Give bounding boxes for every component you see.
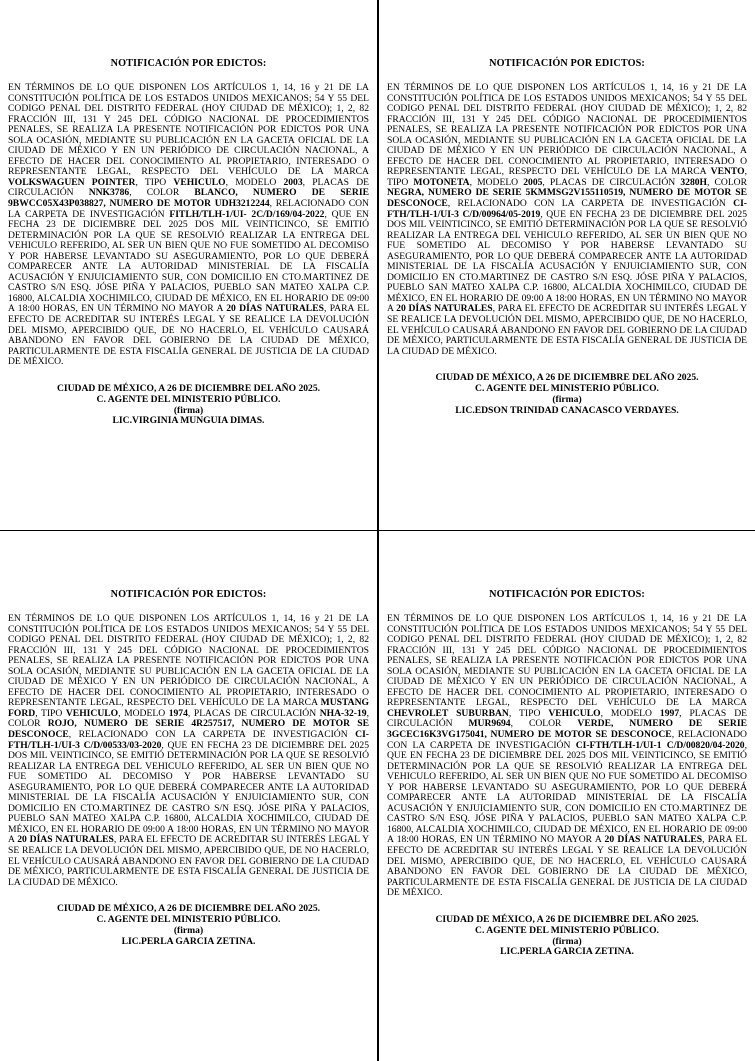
signature-date: CIUDAD DE MÉXICO, A 26 DE DICIEMBRE DEL AÑO 2025.	[435, 372, 699, 384]
notice-body-run: , MODELO	[225, 176, 284, 188]
notice-body-bold-run: VEHICULO	[548, 707, 601, 719]
notice-body-run: , PARA EL EFECTO DE ACREDITAR SU INTERÉS LEGAL Y SE REALICE LA DEVOLUCIÓN DEL MISMO, APERCIBIDO QUE, DE NO HACERLO, EL VEHÍCULO CAUSARÁ ABANDONO EN FAVOR DEL GOBIERNO DE LA CIUDAD DE MÉXICO, PARTICULARMENTE DE ESTA FISCALÍA GENERAL DE JUSTICIA DE LA CIUDAD DE MÉXICO.	[387, 303, 747, 357]
notice-body-run: , MODELO	[600, 707, 660, 719]
notice-body-run: EN TÉRMINOS DE LO QUE DISPONEN LOS ARTÍCULOS 1, 14, 16 y 21 DE LA CONSTITUCIÓN POLÍTICA DE LOS ESTADOS UNIDOS MEXICANOS; 54 Y 55 DEL CODIGO PENAL DEL DISTRITO FEDERAL (HOY CIUDAD DE MÉXICO); 1, 2, 82 FRACCIÓN III, 131 Y 245 DEL CÓDIGO NACIONAL DE PROCEDIMIENTOS PENALES, SE REALIZA LA PRESENTE NOTIFICACIÓN POR EDICTOS POR UNA SOLA OCASIÓN, MEDIANTE SU PUBLICACIÓN EN LA GACETA OFICIAL DE LA CIUDAD DE MÉXICO Y EN UN PERIÓDICO DE CIRCULACIÓN NACIONAL, A EFECTO DE HACER DEL CONOCIMIENTO AL PROPIETARIO, INTERESADO O REPRESENTANTE LEGAL, RESPECTO DEL VEHÍCULO DE LA MARCA	[387, 613, 747, 709]
notice-panel	[378, 531, 755, 1061]
notice-body-run: , COLOR	[707, 176, 748, 188]
notice-body-bold-run: NEGRA, NUMERO DE SERIE 5KMMSG2V155110519, NUMERO DE MOTOR SE DESCONOCE	[387, 187, 747, 210]
notice-body-bold-run: 1997	[659, 707, 680, 719]
signature-date: CIUDAD DE MÉXICO, A 26 DE DICIEMBRE DEL AÑO 2025.	[56, 903, 321, 915]
notice-body-run: , PARA EL EFECTO DE ACREDITAR SU INTERÉS LEGAL Y SE REALICE LA DEVOLUCIÓN DEL MISMO, APERCIBIDO QUE, DE NO HACERLO, EL VEHÍCULO CAUSARÁ ABANDONO EN FAVOR DEL GOBIERNO DE LA CIUDAD DE MÉXICO, PARTICULARMENTE DE ESTA FISCALÍA GENERAL DE JUSTICIA DE LA CIUDAD DE MÉXICO.	[8, 834, 369, 888]
notice-body-bold-run: 2003	[283, 176, 303, 188]
notice-body-run: , TIPO	[508, 707, 549, 719]
notice-body-bold-run: ROJO, NUMERO DE SERIE 4R257517, NUMERO DE MOTOR SE DESCONOCE	[8, 718, 369, 741]
signature-firma: (firma)	[173, 925, 204, 937]
notice-body-bold-run: 20 DÍAS NATURALES	[604, 834, 703, 846]
notice-body-run: , MODELO	[118, 707, 169, 719]
notice-body-bold-run: VEHICULO	[173, 176, 226, 188]
notice-body-bold-run: 20 DÍAS NATURALES	[17, 834, 114, 846]
notice-body-run: , PLACAS DE CIRCULACIÓN	[8, 176, 369, 199]
notice-title: NOTIFICACIÓN POR EDICTOS:	[110, 58, 267, 69]
notice-body-run: , PLACAS DE CIRCULACIÓN	[187, 707, 320, 719]
notice-body-bold-run: FITLH/TLH-1/UI- 2C/D/169/04-2022	[169, 208, 325, 220]
notice-body-bold-run: VERDE, NUMERO DE SERIE 3GCEC16K3VG175041, NUMERO DE MOTOR SE DESCONOCE	[387, 718, 747, 741]
notice-body-bold-run: 1974	[168, 707, 188, 719]
notice-body-run: , PLACAS DE CIRCULACIÓN	[542, 176, 681, 188]
signature-role: C. AGENTE DEL MINISTERIO PÚBLICO.	[475, 924, 659, 936]
notice-panel	[0, 531, 378, 1061]
signature-role: C. AGENTE DEL MINISTERIO PÚBLICO.	[475, 383, 659, 395]
notice-body-bold-run: MUR9694	[468, 718, 511, 730]
notice-body-bold-run: CI-FTH/TLH-1/UI-3 C/D/00964/05-2019	[387, 198, 747, 220]
notice-body-run: , TIPO	[387, 166, 747, 188]
notice-signature	[387, 373, 747, 417]
notice-body-run: EN TÉRMINOS DE LO QUE DISPONEN LOS ARTÍCULOS 1, 14, 16 y 21 DE LA CONSTITUCIÓN POLÍTICA DE LOS ESTADOS UNIDOS MEXICANOS; 54 Y 55 DEL CODIGO PENAL DEL DISTRITO FEDERAL (HOY CIUDAD DE MÉXICO); 1, 2, 82 FRACCIÓN III, 131 Y 245 DEL CÓDIGO NACIONAL DE PROCEDIMIENTOS PENALES, SE REALIZA LA PRESENTE NOTIFICACIÓN POR EDICTOS POR UNA SOLA OCASIÓN, MEDIANTE SU PUBLICACIÓN EN LA GACETA OFICIAL DE LA CIUDAD DE MÉXICO Y EN UN PERIÓDICO DE CIRCULACIÓN NACIONAL, A EFECTO DE HACER DEL CONOCIMIENTO AL PROPIETARIO, INTERESADO O REPRESENTANTE LEGAL, RESPECTO DEL VEHÍCULO DE LA MARCA	[8, 613, 369, 709]
notice-body-bold-run: VENTO	[710, 166, 745, 178]
notice-body-bold-run: 3280H	[680, 176, 707, 188]
notice-body-run: , RELACIONADO CON LA CARPETA DE INVESTIGACIÓN	[387, 729, 747, 751]
notice-body-run: , QUE EN FECHA 23 DE DICIEMBRE DEL 2025 DOS MIL VEINTICINCO, SE EMITIÓ DETERMINACIÓN POR LA QUE SE RESOLVIÓ REALIZAR LA ENTREGA DEL VEHICULO REFERIDO, AL SER UN BIEN QUE NO FUE SOMETIDO AL DECOMISO Y POR HABERSE LEVANTADO SU ASEGURAMIENTO, POR LO QUE DEBERÁ COMPARECER ANTE LA AUTORIDAD MINISTERIAL DE LA FISCALÍA ACUSACIÓN Y ENJUICIAMIENTO SUR, CON DOMICILIO EN CTO.MARTINEZ DE CASTRO S/N ESQ. JÓSE PIÑA Y PALACIOS, PUEBLO SAN MATEO XALPA C.P. 16800, ALCALDIA XOCHIMILCO, CIUDAD DE MÉXICO, EN EL HORARIO DE 09:00 A 18:00 HORAS, EN UN TÉRMINO NO MAYOR A	[387, 739, 747, 846]
signature-date: CIUDAD DE MÉXICO, A 26 DE DICIEMBRE DEL AÑO 2025.	[56, 382, 321, 394]
notice-body-bold-run: 2005	[523, 176, 543, 188]
notice-body-run: , PARA EL EFECTO DE ACREDITAR SU INTERÉS LEGAL Y SE REALICE LA DEVOLUCIÓN DEL MISMO, APERCIBIDO QUE, DE NO HACERLO, EL VEHÍCULO CAUSARÁ ABANDONO EN FAVOR DEL GOBIERNO DE LA CIUDAD DE MÉXICO, PARTICULARMENTE DE ESTA FISCALÍA GENERAL DE JUSTICIA DE LA CIUDAD DE MÉXICO.	[387, 834, 747, 899]
signature-name: LIC.VIRGINIA MUNGUIA DIMAS.	[112, 415, 265, 427]
notice-panel	[0, 0, 378, 531]
notice-body-run: , QUE EN FECHA 23 DE DICIEMBRE DEL 2025 DOS MIL VEINTICINCO, SE EMITIÓ DETERMINACIÓN POR LA QUE SE RESOLVIÓ REALIZAR LA ENTREGA DEL VEHICULO REFERIDO, AL SER UN BIEN QUE NO FUE SOMETIDO AL DECOMISO Y POR HABERSE LEVANTADO SU ASEGURAMIENTO, POR LO QUE DEBERÁ COMPARECER ANTE LA AUTORIDAD MINISTERIAL DE LA FISCALÍA ACUSACIÓN Y ENJUICIAMIENTO SUR, CON DOMICILIO EN CTO.MARTINEZ DE CASTRO S/N ESQ. JÓSE PIÑA Y PALACIOS, PUEBLO SAN MATEO XALPA C.P. 16800, ALCALDIA XOCHIMILCO, CIUDAD DE MÉXICO, EN EL HORARIO DE 09:00 A 18:00 HORAS, EN UN TÉRMINO NO MAYOR A	[8, 208, 369, 315]
signature-name: LIC.PERLA GARCIA ZETINA.	[121, 935, 256, 947]
notice-body-run: , COLOR	[129, 187, 195, 199]
notice-body-run: , MODELO	[469, 176, 524, 188]
notice-body-bold-run: VEHICULO	[65, 707, 119, 719]
notice-body-bold-run: 20 DÍAS NATURALES	[396, 303, 493, 315]
notice-body-run: , COLOR	[8, 707, 370, 730]
signature-date: CIUDAD DE MÉXICO, A 26 DE DICIEMBRE DEL AÑO 2025.	[435, 913, 699, 925]
signature-role: C. AGENTE DEL MINISTERIO PÚBLICO.	[96, 914, 281, 926]
signature-name: LIC.EDSON TRINIDAD CANACASCO VERDAYES.	[455, 404, 679, 416]
signature-firma: (firma)	[552, 394, 582, 406]
notice-panel	[378, 0, 755, 531]
notice-body-run: , TIPO	[135, 176, 174, 188]
notice-body-run: , RELACIONADO CON LA CARPETA DE INVESTIGACIÓN	[68, 729, 356, 741]
notice-body	[387, 614, 747, 899]
notice-body-bold-run: 20 DÍAS NATURALES	[226, 303, 324, 315]
notice-body-bold-run: NNK3786	[88, 187, 130, 199]
notice-body-run: , TIPO	[35, 707, 66, 719]
notice-signature	[8, 384, 369, 428]
signature-name: LIC.PERLA GARCIA ZETINA.	[500, 946, 634, 958]
notice-body-run: , QUE EN FECHA 23 DE DICIEMBRE DEL 2025 DOS MIL VEINTICINCO, SE EMITIÓ DETERMINACIÓN POR LA QUE SE RESOLVIÓ REALIZAR LA ENTREGA DEL VEHICULO REFERIDO, AL SER UN BIEN QUE NO FUE SOMETIDO AL DECOMISO Y POR HABERSE LEVANTADO SU ASEGURAMIENTO, POR LO QUE DEBERÁ COMPARECER ANTE LA AUTORIDAD MINISTERIAL DE LA FISCALÍA ACUSACIÓN Y ENJUICIAMIENTO SUR, CON DOMICILIO EN CTO.MARTINEZ DE CASTRO S/N ESQ. JÓSE PIÑA Y PALACIOS, PUEBLO SAN MATEO XALPA C.P. 16800, ALCALDIA XOCHIMILCO, CIUDAD DE MÉXICO, EN EL HORARIO DE 09:00 A 18:00 HORAS, EN UN TÉRMINO NO MAYOR A	[387, 208, 747, 315]
signature-role: C. AGENTE DEL MINISTERIO PÚBLICO.	[96, 393, 281, 405]
notice-title: NOTIFICACIÓN POR EDICTOS:	[489, 58, 645, 69]
notice-body-run: , PLACAS DE CIRCULACIÓN	[387, 707, 747, 730]
notice-body-bold-run: MUSTANG FORD	[8, 697, 369, 719]
notice-body-bold-run: NHA-32-19	[319, 707, 367, 719]
notice-body-bold-run: CI-FTH/TLH-1/UI-1 C/D/00820/04-2020	[575, 739, 745, 751]
notice-body-run: EN TÉRMINOS DE LO QUE DISPONEN LOS ARTÍCULOS 1, 14, 16 y 21 DE LA CONSTITUCIÓN POLÍTICA DE LOS ESTADOS UNIDOS MEXICANOS; 54 Y 55 DEL CODIGO PENAL DEL DISTRITO FEDERAL (HOY CIUDAD DE MÉXICO); 1, 2, 82 FRACCIÓN III, 131 Y 245 DEL CÓDIGO NACIONAL DE PROCEDIMIENTOS PENALES, SE REALIZA LA PRESENTE NOTIFICACIÓN POR EDICTOS POR UNA SOLA OCASIÓN, MEDIANTE SU PUBLICACIÓN EN LA GACETA OFICIAL DE LA CIUDAD DE MÉXICO Y EN UN PERIÓDICO DE CIRCULACIÓN NACIONAL, A EFECTO DE HACER DEL CONOCIMIENTO AL PROPIETARIO, INTERESADO O REPRESENTANTE LEGAL, RESPECTO DEL VEHÍCULO DE LA MARCA	[8, 82, 369, 178]
notice-body-bold-run: CI-FTH/TLH-1/UI-3 C/D/00533/03-2020	[8, 729, 369, 751]
notice-body-bold-run: BLANCO, NUMERO DE SERIE 9BWCC05X43P038827, NUMERO DE MOTOR UDH3212244	[8, 187, 369, 210]
signature-firma: (firma)	[552, 935, 582, 947]
notice-body-run: , COLOR	[510, 718, 578, 730]
notice-body-run: , RELACIONADO CON LA CARPETA DE INVESTIGACIÓN	[8, 198, 369, 220]
notice-body-run: EN TÉRMINOS DE LO QUE DISPONEN LOS ARTÍCULOS 1, 14, 16 y 21 DE LA CONSTITUCIÓN POLÍTICA DE LOS ESTADOS UNIDOS MEXICANOS; 54 Y 55 DEL CODIGO PENAL DEL DISTRITO FEDERAL (HOY CIUDAD DE MÉXICO); 1, 2, 82 FRACCIÓN III, 131 Y 245 DEL CÓDIGO NACIONAL DE PROCEDIMIENTOS PENALES, SE REALIZA LA PRESENTE NOTIFICACIÓN POR EDICTOS POR UNA SOLA OCASIÓN, MEDIANTE SU PUBLICACIÓN EN LA GACETA OFICIAL DE LA CIUDAD DE MÉXICO Y EN UN PERIÓDICO DE CIRCULACIÓN NACIONAL, A EFECTO DE HACER DEL CONOCIMIENTO AL PROPIETARIO, INTERESADO O REPRESENTANTE LEGAL, RESPECTO DEL VEHÍCULO DE LA MARCA	[387, 82, 747, 178]
notice-body-bold-run: MOTONETA	[413, 176, 470, 188]
notice-body-bold-run: VOLKSWAGUEN POINTER	[8, 176, 136, 188]
notice-signature	[8, 904, 369, 948]
notice-body-run: , PARA EL EFECTO DE ACREDITAR SU INTERÉS LEGAL Y SE REALICE LA DEVOLUCIÓN DEL MISMO, APERCIBIDO QUE, DE NO HACERLO, EL VEHÍCULO CAUSARÁ ABANDONO EN FAVOR DEL GOBIERNO DE LA CIUDAD DE MÉXICO, PARTICULARMENTE DE ESTA FISCALÍA GENERAL DE JUSTICIA DE LA CIUDAD DE MÉXICO.	[8, 303, 369, 368]
notice-signature	[387, 915, 747, 959]
signature-firma: (firma)	[173, 404, 204, 416]
notice-body	[387, 83, 747, 357]
notice-body	[8, 614, 369, 888]
notice-title: NOTIFICACIÓN POR EDICTOS:	[489, 589, 645, 600]
notice-body-run: , QUE EN FECHA 23 DE DICIEMBRE DEL 2025 DOS MIL VEINTICINCO, SE EMITIÓ DETERMINACIÓN POR LA QUE SE RESOLVIÓ REALIZAR LA ENTREGA DEL VEHICULO REFERIDO, AL SER UN BIEN QUE NO FUE SOMETIDO AL DECOMISO Y POR HABERSE LEVANTADO SU ASEGURAMIENTO, POR LO QUE DEBERÁ COMPARECER ANTE LA AUTORIDAD MINISTERIAL DE LA FISCALÍA ACUSACIÓN Y ENJUICIAMIENTO SUR, CON DOMICILIO EN CTO.MARTINEZ DE CASTRO S/N ESQ. JÓSE PIÑA Y PALACIOS, PUEBLO SAN MATEO XALPA C.P. 16800, ALCALDIA XOCHIMILCO, CIUDAD DE MÉXICO, EN EL HORARIO DE 09:00 A 18:00 HORAS, EN UN TÉRMINO NO MAYOR A	[8, 739, 369, 846]
notice-body-run: , RELACIONADO CON LA CARPETA DE INVESTIGACIÓN	[447, 198, 734, 210]
notice-body-bold-run: CHEVROLET SUBURBAN	[387, 707, 509, 719]
notice-body	[8, 83, 369, 368]
notice-title: NOTIFICACIÓN POR EDICTOS:	[110, 589, 267, 600]
